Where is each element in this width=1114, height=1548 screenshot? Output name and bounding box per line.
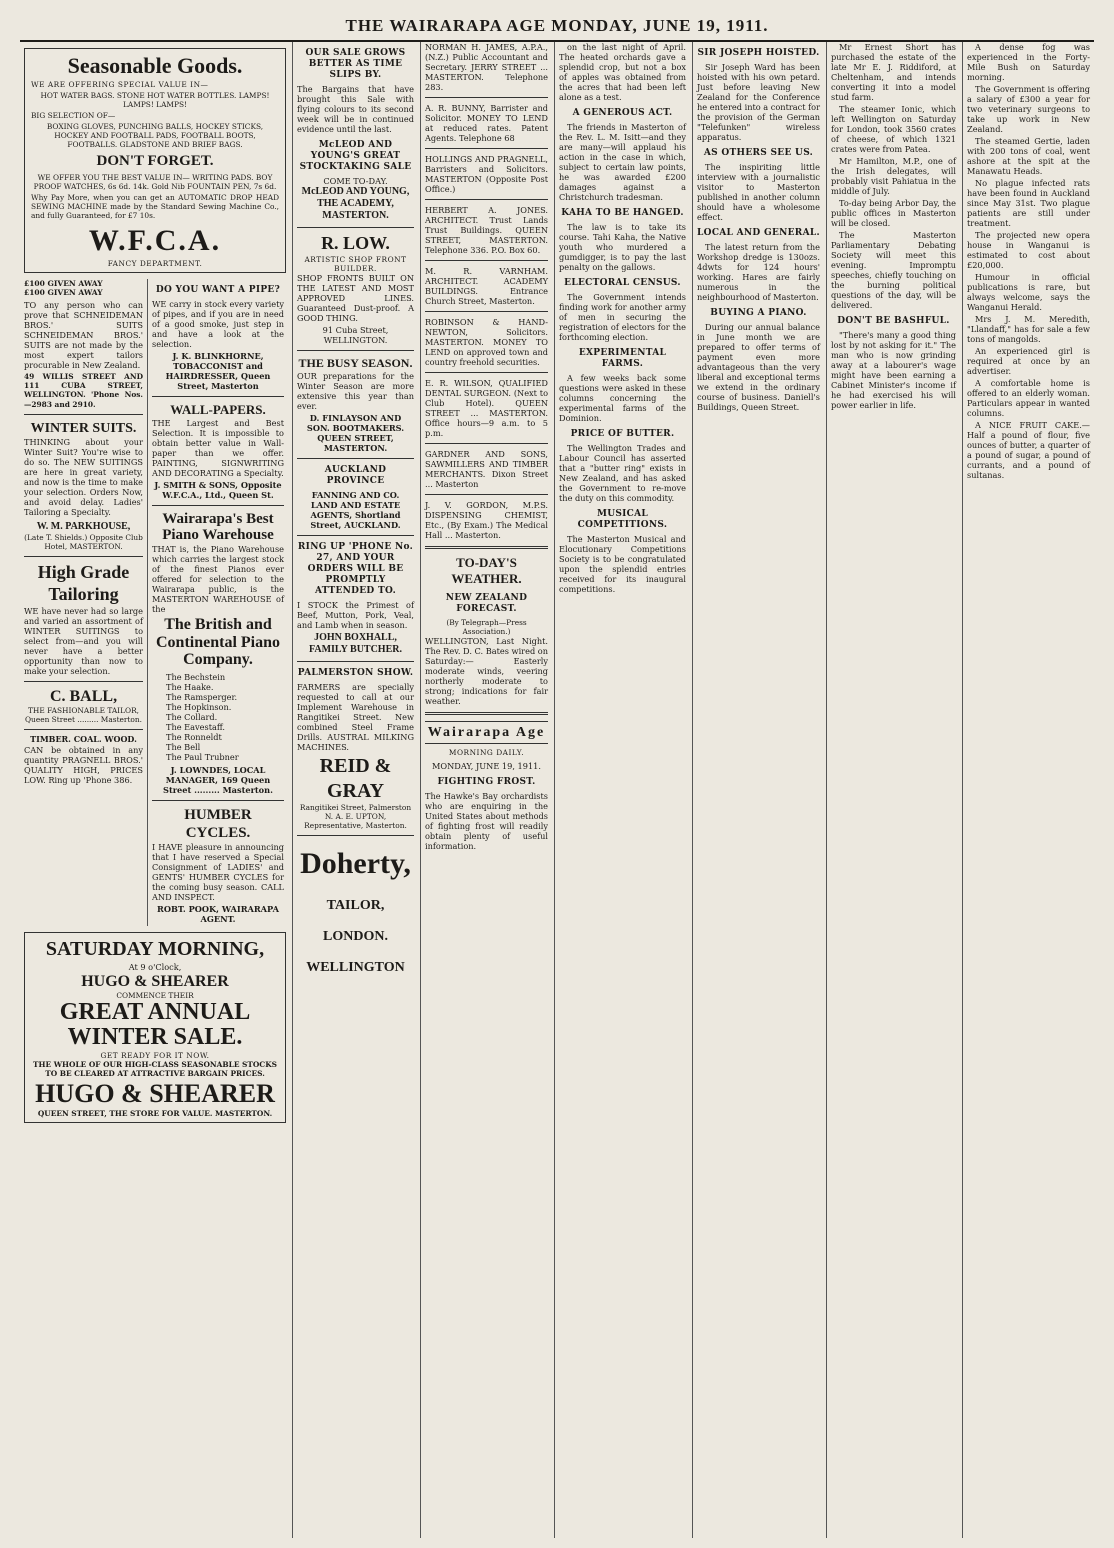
column-2 xyxy=(292,42,418,1538)
doherty-tailor: TAILOR, xyxy=(326,897,385,913)
schneideman-address: 49 WILLIS STREET AND 111 CUBA STREET, WELLINGTON. 'Phone Nos.—2983 and 2910. xyxy=(24,372,143,409)
col7-text9: A comfortable home is offered to an elderly woman. Particulars appear in wanted columns. xyxy=(967,378,1090,418)
seasonable-offer: WE OFFER YOU THE BEST VALUE IN— WRITING PADS. BOY PROOF WATCHES, 6s 6d. 14k. Gold Nib FOUNTAIN PEN, 7s 6d. xyxy=(33,173,277,192)
winter-suits-text: THINKING about your Winter Suit? You're wise to do so. The NEW SUITINGS are here in great variety, and now is the time to make your selection. Orders Now, and avoid delay. Ladies' Tailoring a Specialty. xyxy=(24,436,143,517)
hollings: HOLLINGS AND PRAGNELL, Barristers and Solicitors. MASTERTON (Opposite Post Office.) xyxy=(425,154,548,194)
varnham: M. R. VARNHAM. ARCHITECT. ACADEMY BUILDINGS. Entrance Church Street, Masterton. xyxy=(425,266,548,306)
store-for-value: QUEEN STREET, THE STORE FOR VALUE. MASTERTON. xyxy=(37,1109,273,1119)
busy-season: THE BUSY SEASON. xyxy=(298,356,413,371)
timber-heading: TIMBER. COAL. WOOD. xyxy=(30,734,137,745)
list-item: The Hopkinson. xyxy=(166,701,232,712)
col4-cont: on the last night of April. The heated orchards gave a splendid crop, but not a box of apples was obtained from the acres that had been left alone as a test. xyxy=(559,42,686,102)
given-away-2: £100 GIVEN AWAY xyxy=(24,288,103,298)
list-item: The Ronneldt xyxy=(166,731,222,742)
telegraph: (By Telegraph—Press Association.) xyxy=(446,617,527,636)
column-4 xyxy=(554,42,690,1538)
col7-text6: Humour in official publications is rare, but always welcome, says the Wanganui Herald. xyxy=(967,272,1090,312)
pipe-heading: DO YOU WANT A PIPE? xyxy=(155,285,281,296)
column-5 xyxy=(692,42,824,1538)
butter-heading: PRICE OF BUTTER. xyxy=(570,428,675,439)
blinkhorne: J. K. BLINKHORNE, TOBACCONIST and HAIRDRESSER, Queen Street, Masterton xyxy=(165,351,271,392)
auckland-heading: AUCKLAND PROVINCE xyxy=(324,465,387,486)
reid-sub: Rangitikei Street, Palmerston N. A. E. UPTON, Representative, Masterton. xyxy=(299,802,412,830)
col7-text4: No plague infected rats have been found in Auckland since May 31st. Two plague patients are still under treatment. xyxy=(967,178,1090,228)
generous-text: The friends in Masterton of the Rev. L. M. Isitt—and they are many—will applaud his action in the case in which, subject to certain law points, he was awarded £200 damages against a Christchurch tradesman. xyxy=(559,121,686,202)
seasonable-big-selection: BIG SELECTION OF— xyxy=(31,110,116,120)
get-ready: GET READY FOR IT NOW. xyxy=(100,1050,210,1060)
r-low-title: R. LOW. xyxy=(321,233,390,254)
high-grade-text: WE have never had so large and varied an assortment of WINTER SUITINGS to select from—and you will never have a better opportunity than now to make your selection. xyxy=(24,605,143,676)
at-9: At 9 o'Clock, xyxy=(128,961,182,972)
col6-text3: Mr Hamilton, M.P., one of the Irish delegates, will probably visit Pahiatua in the middle of July. xyxy=(831,156,956,196)
col6-text1: Mr Ernest Short has purchased the estate of the late Mr E. J. Riddiford, at Cheltenham, and intends converting it into a model stud farm. xyxy=(831,42,956,102)
boxhall: JOHN BOXHALL, FAMILY BUTCHER. xyxy=(309,631,402,655)
wilson: E. R. WILSON, QUALIFIED DENTAL SURGEON. (Next to Club Hotel). QUEEN STREET ... MASTERTON. Office hours—9 a.m. to 5 p.m. xyxy=(425,378,548,438)
hoisted-text: Sir Joseph Ward has been hoisted with his own petard. Just before leaving New Zealand for the Conference he entered into a contract for the provision of the German "Telefunken" wireless apparatus. xyxy=(697,61,821,142)
weather-title: TO-DAY'S WEATHER. xyxy=(451,555,522,586)
col7-text2: The Government is offering a salary of £300 a year for two veterinary surgeons to take up work in New Zealand. xyxy=(967,84,1090,134)
wfca-logo: W.F.C.A. xyxy=(88,223,222,257)
farms-text: A few weeks back some questions were asked in these columns concerning the experimental farms of the Dominion. xyxy=(559,372,686,423)
list-item: The Paul Trubner xyxy=(166,751,239,762)
mcleod-young: McLEOD AND YOUNG, THE ACADEMY, MASTERTON. xyxy=(301,185,410,222)
mcleod-heading: McLEOD AND YOUNG'S GREAT STOCKTAKING SALE xyxy=(299,139,412,172)
column-1 xyxy=(20,42,290,1538)
finlayson: D. FINLAYSON AND SON. BOOTMAKERS. QUEEN STREET, MASTERTON. xyxy=(306,413,405,454)
wallpapers-title: WALL-PAPERS. xyxy=(170,402,266,418)
r-low-sub: ARTISTIC SHOP FRONT BUILDER. xyxy=(304,255,407,274)
robinson: ROBINSON & HAND-NEWTON, Solicitors. MASTERTON. MONEY TO LEND on approved town and country freehold securities. xyxy=(425,317,548,367)
hugo-shearer-ad xyxy=(24,932,286,1123)
wallpapers-text: THE Largest and Best Selection. It is impossible to obtain better value in Wall-paper than we offer. PAINTING, SIGNWRITING AND DECORATING a Specialty. xyxy=(152,417,284,478)
kaha-heading: KAHA TO BE HANGED. xyxy=(561,207,684,218)
palmerston-text: FARMERS are specially requested to call at our Implement Warehouse in Rangitikei Street. New combined Steel Frame Drills. AUSTRAL MILKING MACHINES. xyxy=(297,682,414,753)
seasonable-title: Seasonable Goods. xyxy=(67,53,243,78)
kaha-text: The law is to take its course. Tahi Kaha, the Native youth who murdered a gumdigger, is to pay the last penalty on the gallows. xyxy=(559,221,686,272)
bunny: A. R. BUNNY, Barrister and Solicitor. MONEY TO LEND at reduced rates. Patent Agents. Telephone 68 xyxy=(425,103,548,143)
lowndes: J. LOWNDES, LOCAL MANAGER, 169 Queen Street ......... Masterton. xyxy=(163,764,273,795)
issue-date: MONDAY, JUNE 19, 1911. xyxy=(432,760,541,771)
dont-forget: DON'T FORGET. xyxy=(96,153,214,170)
census-text: The Government intends finding work for another army of men in securing the registration of electors for the forthcoming election. xyxy=(559,291,686,342)
piano-warehouse-title: Wairarapa's Best Piano Warehouse xyxy=(162,510,274,544)
col1-left xyxy=(20,279,148,926)
humber-text: I HAVE pleasure in announcing that I have reserved a Special Consignment of LADIES' and GENTS' HUMBER CYCLES for the coming busy season. CALL AND INSPECT. xyxy=(152,842,284,903)
list-item: The Bechstein xyxy=(166,671,226,682)
sale-heading: OUR SALE GROWS BETTER AS TIME SLIPS BY. xyxy=(305,48,406,80)
fancy-department: FANCY DEPARTMENT. xyxy=(107,259,203,269)
sale-text: The Bargains that have brought this Sale with flying colours to its second week will be in continued evidence until the last. xyxy=(297,83,414,134)
parkhouse-sub: (Late T. Shields.) Opposite Club Hotel, MASTERTON. xyxy=(24,532,143,551)
list-item: The Ramsperger. xyxy=(166,691,238,702)
great-annual-sale: GREAT ANNUAL WINTER SALE. xyxy=(59,999,251,1051)
col1-right xyxy=(148,279,288,926)
fanning: FANNING AND CO. LAND AND ESTATE AGENTS, Shortland Street, AUCKLAND. xyxy=(310,489,401,530)
frost-heading: FIGHTING FROST. xyxy=(437,776,536,787)
schneideman-text: TO any person who can prove that SCHNEIDEMAN BROS.' SUITS SCHNEIDEMAN BROS.' SUITS are not made by the most expert tailors procurable in New Zealand. xyxy=(24,300,143,371)
forecast-heading: NEW ZEALAND FORECAST. xyxy=(445,592,528,614)
hugo-shearer-1: HUGO & SHEARER xyxy=(81,972,229,990)
palmerston-heading: PALMERSTON SHOW. xyxy=(297,668,414,679)
hoisted-heading: SIR JOSEPH HOISTED. xyxy=(697,48,820,58)
seasonable-items: HOT WATER BAGS. STONE HOT WATER BOTTLES. LAMPS! LAMPS! LAMPS! xyxy=(40,90,270,109)
musical-text: The Masterton Musical and Elocutionary Competitions Society is to be congratulated upon the splendid entries received for its inaugural competitions. xyxy=(559,533,686,594)
col7-cake: A NICE FRUIT CAKE.—Half a pound of flour, five ounces of butter, a quarter of a pound of sugar, a pound of currants, and a pound of sultanas. xyxy=(967,420,1090,480)
local-heading: LOCAL AND GENERAL. xyxy=(697,227,820,238)
busy-text: OUR preparations for the Winter Season are more extensive this year than ever. xyxy=(297,371,414,412)
col6-text5: The Masterton Parliamentary Debating Society will meet this evening. Impromptu speeches, chiefly touching on the burning political questions of the day, will be delivered. xyxy=(831,230,956,310)
doherty-london: LONDON. xyxy=(323,928,388,944)
high-grade-title: High Grade Tailoring xyxy=(37,561,130,604)
seasonable-intro: WE ARE OFFERING SPECIAL VALUE IN— xyxy=(31,79,209,89)
list-item: The Collard. xyxy=(166,711,218,722)
weather-text: WELLINGTON, Last Night. The Rev. D. C. Bates wired on Saturday:— Easterly moderate winds, veering northerly moderate to strong; indications for fair weather. xyxy=(425,635,548,706)
norman-james: NORMAN H. JAMES, A.P.A., (N.Z.) Public Accountant and Secretary. JERRY STREET ... MASTERTON. Telephone 283. xyxy=(425,42,548,92)
seasonable-goods-ad xyxy=(24,48,286,273)
buying-piano-heading: BUYING A PIANO. xyxy=(710,307,807,318)
cball-title: C. BALL, xyxy=(49,687,118,705)
cuba-street: 91 Cuba Street, WELLINGTON. xyxy=(322,325,389,346)
reid-gray: REID & GRAY xyxy=(319,755,392,802)
col6-text4: To-day being Arbor Day, the public offices in Masterton will be closed. xyxy=(831,198,956,228)
local-text: The latest return from the Workshop dredge is 130ozs. 4dwts for 124 hours' working. Hares are fairly numerous in the neighbourhood of Masterton. xyxy=(697,241,820,302)
col6-text2: The steamer Ionic, which left Wellington on Saturday for London, took 3560 crates of cheese, of which 1321 crates were from Patea. xyxy=(831,104,956,154)
doherty: Doherty, xyxy=(300,847,411,881)
nameplate: Wairarapa Age xyxy=(425,721,548,744)
whole-stock: THE WHOLE OF OUR HIGH-CLASS SEASONABLE STOCKS TO BE CLEARED AT ATTRACTIVE BARGAIN PRICES. xyxy=(33,1059,277,1078)
pragnell-text: CAN be obtained in any quantity PRAGNELL BROS.' QUALITY HIGH, PRICES LOW. Ring up 'Phone 386. xyxy=(24,745,143,786)
morning-daily: MORNING DAILY. xyxy=(448,747,525,757)
gardner: GARDNER AND SONS, SAWMILLERS AND TIMBER MERCHANTS. Dixon Street ... Masterton xyxy=(425,449,548,489)
saturday-morning: SATURDAY MORNING, xyxy=(45,938,265,961)
list-item: The Haake. xyxy=(166,681,214,692)
others-text: The inspiriting little interview with a journalistic visitor to Masterton published in another column should have a wholesome effect. xyxy=(697,161,820,222)
col7-text3: The steamed Gertie, laden with 200 tons of coal, went ashore at the spit at the Manawatu Heads. xyxy=(967,136,1090,176)
butter-text: The Wellington Trades and Labour Council has asserted that a "butter ring" exists in New Zealand, and has asked the Government to re-move the duty on this commodity. xyxy=(559,442,686,503)
come-today: COME TO-DAY. xyxy=(323,175,388,186)
parkhouse: W. M. PARKHOUSE, xyxy=(36,520,131,532)
stock-text: I STOCK the Primest of Beef, Mutton, Pork, Veal, and Lamb when in season. xyxy=(297,599,414,630)
piano-warehouse-text: THAT is, the Piano Warehouse which carries the largest stock of the finest Pianos ever offered for selection to the Wairarapa public, is the MASTERTON WAREHOUSE of the xyxy=(152,543,284,614)
smith-sons: J. SMITH & SONS, Opposite W.F.C.A., Ltd., Queen St. xyxy=(154,479,282,500)
col7-text8: An experienced girl is required at once by an advertiser. xyxy=(967,346,1090,376)
musical-heading: MUSICAL COMPETITIONS. xyxy=(577,508,668,530)
masthead: THE WAIRARAPA AGE MONDAY, JUNE 19, 1911. xyxy=(20,16,1094,42)
col7-text7: Mrs J. M. Meredith, "Llandaff," has for sale a few tons of mangolds. xyxy=(967,314,1090,344)
frost-text: The Hawke's Bay orchardists who are enquiring in the United States about methods of fighting frost will readily obtain plenty of useful information. xyxy=(425,790,548,851)
gordon: J. V. GORDON, M.P.S. DISPENSING CHEMIST, Etc., (By Exam.) The Medical Hall ... Masterton. xyxy=(425,500,548,540)
doherty-wellington: WELLINGTON xyxy=(306,959,405,975)
commence: COMMENCE THEIR xyxy=(116,991,194,1001)
cball-sub: THE FASHIONABLE TAILOR, Queen Street ......... Masterton. xyxy=(25,706,142,725)
robt-pook: ROBT. POOK, WAIRARAPA AGENT. xyxy=(157,904,279,925)
pipe-text: WE carry in stock every variety of pipes, and if you are in need of a good smoke, just step in and have a look at the selection. xyxy=(152,299,284,350)
col1-subcolumns xyxy=(20,279,290,926)
ring-heading: RING UP 'PHONE No. 27, AND YOUR ORDERS WILL BE PROMPTLY ATTENDED TO. xyxy=(297,541,414,596)
col7-text1: A dense fog was experienced in the Forty-Mile Bush on Saturday morning. xyxy=(967,42,1090,82)
others-heading: AS OTHERS SEE US. xyxy=(703,147,814,158)
hugo-shearer-2: HUGO & SHEARER xyxy=(35,1078,275,1108)
bashful-heading: DON'T BE BASHFUL. xyxy=(837,316,950,326)
list-item: The Eavestaff. xyxy=(166,721,226,732)
generous-heading: A GENEROUS ACT. xyxy=(572,108,673,118)
column-7 xyxy=(962,42,1094,1538)
bashful-text: "There's many a good thing lost by not asking for it." The man who is now grinding away at a labourer's wage might have been earning a Cabinet Minister's income if he had exercised his will power earlier in life. xyxy=(831,329,956,410)
farms-heading: EXPERIMENTAL FARMS. xyxy=(578,347,667,369)
column-6 xyxy=(826,42,960,1538)
given-away: £100 GIVEN AWAY xyxy=(24,279,103,289)
humber-title: HUMBER CYCLES. xyxy=(184,806,252,842)
shop-fronts: SHOP FRONTS BUILT ON THE LATEST AND MOST APPROVED LINES. Guaranteed Dust-proof. A GOOD THING. xyxy=(297,273,414,324)
buying-piano-text: During our annual balance in June month we are prepared to offer terms of payment even more advantageous than the very liberal and exceptional terms we extend in the ordinary course of business. Daniell's Buildings, Queen Street. xyxy=(697,321,820,412)
column-3 xyxy=(420,42,552,1538)
list-item: The Bell xyxy=(166,741,201,752)
piano-list xyxy=(152,672,284,762)
herbert-jones: HERBERT A. JONES. ARCHITECT. Trust Lands Trust Buildings. QUEEN STREET, MASTERTON. Telephone 336. P.O. Box 60. xyxy=(425,205,548,255)
winter-suits-title: WINTER SUITS. xyxy=(30,420,137,436)
col7-text5: The projected new opera house in Wanganui is estimated to cost about £20,000. xyxy=(967,230,1090,270)
seasonable-sports: BOXING GLOVES, PUNCHING BALLS, HOCKEY STICKS, HOCKEY AND FOOTBALL PADS, FOOTBALL BOOTS, FOOTBALLS. GLADSTONE AND BRIEF BAGS. xyxy=(46,121,264,150)
census-heading: ELECTORAL CENSUS. xyxy=(564,277,681,288)
seasonable-why-pay: Why Pay More, when you can get an AUTOMATIC DROP HEAD SEWING MACHINE made by the Standard Sewing Machine Co., and fully Guaranteed, for £7 10s. xyxy=(31,193,279,221)
british-continental: The British and Continental Piano Company. xyxy=(155,615,280,669)
